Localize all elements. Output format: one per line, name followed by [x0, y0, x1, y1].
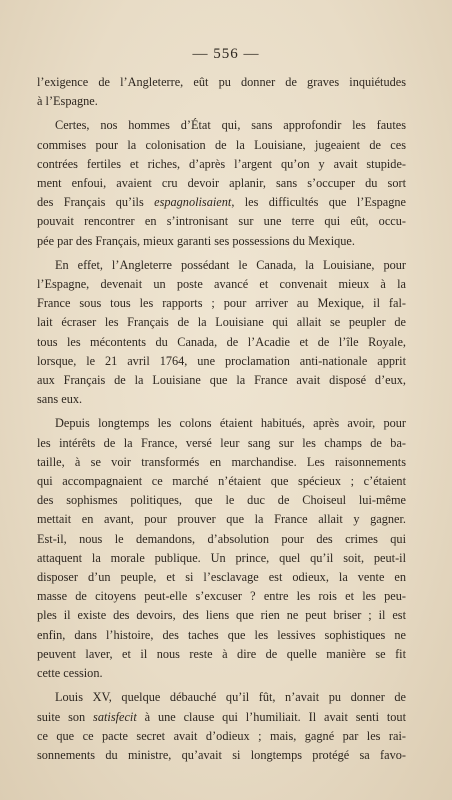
text-line: attaquent la morale publique. Un prince, quel qu’il soit, peut-il: [37, 550, 406, 565]
paragraph: [37, 256, 406, 410]
text-line: peuvent laver, et il nous reste à dire de quelle manière se fit: [37, 646, 406, 661]
text-line: tous les mécontents du Canada, de l’Acadie et de l’île Royale,: [37, 334, 406, 349]
text-line: aux Français de la Louisiane que la France avait disposé d’eux,: [37, 373, 406, 388]
text-line: ment enfoui, avaient cru devoir aplanir, sans s’occuper du sort: [37, 176, 406, 191]
text-line: qui accompagnaient ce marché n’étaient que spécieux ; c’étaient: [37, 474, 406, 489]
text-line: contrées fertiles et riches, d’après l’argent qu’on y avait stupide-: [37, 156, 406, 171]
text-line: les intérêts de la France, versé leur sang sur les champs de ba-: [37, 435, 406, 450]
text-line: cette cession.: [37, 666, 103, 681]
paragraph: [37, 688, 406, 765]
text-line: lorsque, le 21 avril 1764, une proclamation anti-nationale apprit: [37, 353, 406, 368]
text-line: Certes, nos hommes d’État qui, sans approfondir les fautes: [55, 118, 406, 133]
text-line: France sous tous les rapports ; pour arriver au Mexique, il fal-: [37, 296, 406, 311]
paragraph: [37, 116, 406, 250]
page-number: — 556 —: [192, 46, 260, 62]
text-line: Louis XV, quelque débauché qu’il fût, n’avait pu donner de: [55, 690, 406, 705]
text-line: sonnements du ministre, qu’avait si longtemps protégé sa favo-: [37, 747, 406, 762]
text-line: disposer d’un peuple, et si l’esclavage est odieux, la vente en: [37, 570, 406, 585]
emphasized-word: espagnolisaient: [154, 195, 232, 210]
text-line: En effet, l’Angleterre possédant le Canada, la Louisiane, pour: [55, 257, 406, 272]
text-line: taille, à se voir transformés en marchandise. Les raisonnements: [37, 454, 406, 469]
text-line: mettait en avant, pour prouver que la France allait y gagner.: [37, 512, 406, 527]
text-line: des sophismes politiques, que le duc de Choiseul lui-même: [37, 493, 406, 508]
body-text: [37, 73, 406, 770]
text-line: l’exigence de l’Angleterre, eût pu donner de graves inquiétudes: [37, 75, 406, 89]
text-line: enfin, dans l’histoire, des taches que les lessives sophistiques ne: [37, 627, 406, 642]
text-line: ples il existe des devoirs, des liens que rien ne peut briser ; il est: [37, 608, 406, 623]
text-line: pouvait rencontrer en s’intronisant sur une terre qui eût, occu-: [37, 214, 406, 229]
paragraph: [37, 414, 406, 683]
text-line: masse de citoyens peut-elle s’excuser ? entre les rois et les peu-: [37, 589, 406, 604]
text-line: à l’Espagne.: [37, 94, 98, 109]
text-line: Est-il, nous le demandons, d’absolution pour des crimes qui: [37, 531, 406, 546]
text-line: des Français qu’ils espagnolisaient, les difficultés que l’Espagne: [37, 195, 406, 210]
paragraph: [37, 73, 406, 111]
text-line: ce que ce pacte secret avait d’odieux ; mais, gagné par les rai-: [37, 728, 406, 743]
text-line: pée par des Français, mieux garanti ses possessions du Mexique.: [37, 233, 355, 248]
text-line: suite son satisfecit à une clause qui l’humiliait. Il avait senti tout: [37, 709, 406, 724]
text-line: lait écraser les Français de la Louisiane qui allait se peupler de: [37, 315, 406, 330]
text-line: Depuis longtemps les colons étaient habitués, après avoir, pour: [55, 416, 406, 431]
text-line: sans eux.: [37, 392, 83, 407]
text-line: commises pour la colonisation de la Louisiane, jugeaient de ces: [37, 137, 406, 152]
emphasized-word: satisfecit: [93, 709, 137, 724]
text-line: l’Espagne, devenait un poste avancé et convenait mieux à la: [37, 277, 406, 292]
